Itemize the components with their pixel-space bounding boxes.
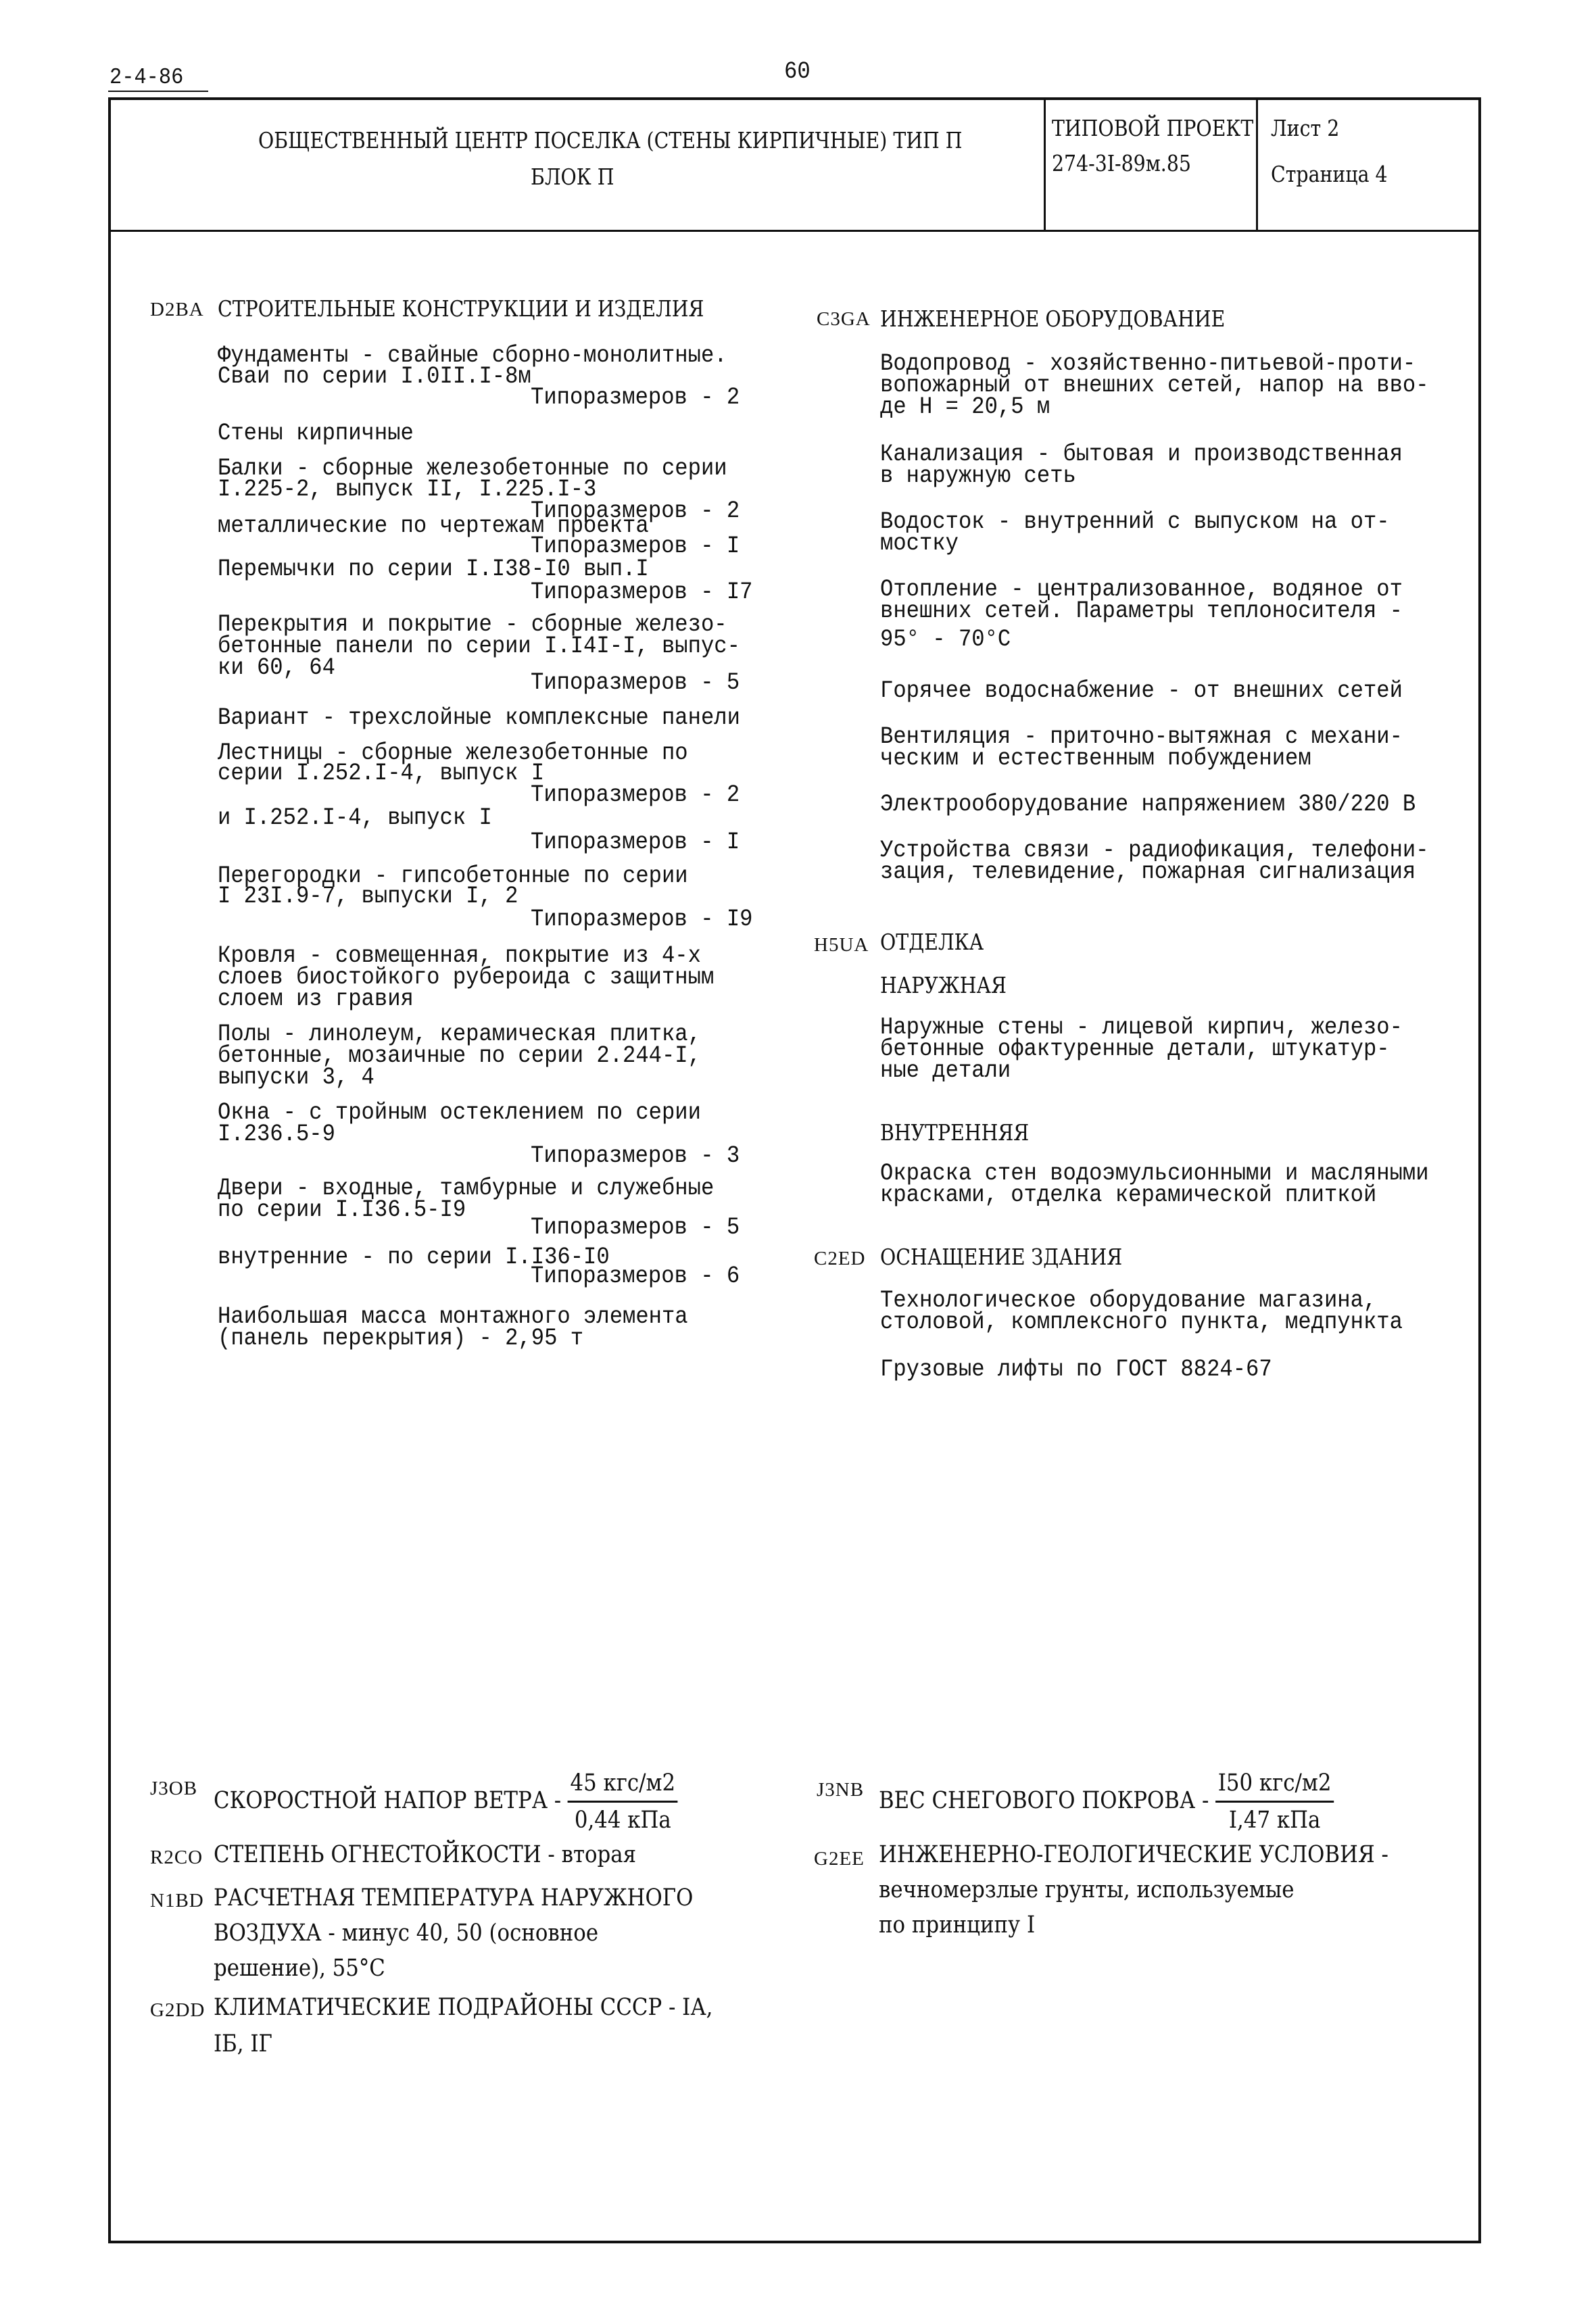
text-line: Водосток - внутренний с выпуском на от- [880, 508, 1390, 535]
text-line: красками, отделка керамической плиткой [880, 1181, 1377, 1209]
fire-value: вторая [561, 1841, 637, 1868]
text-line: I.236.5-9 [218, 1121, 335, 1148]
section-code: H5UA [814, 934, 869, 956]
text-line: 95° - 70°С [880, 626, 1011, 653]
text-line: Грузовые лифты по ГОСТ 8824-67 [880, 1356, 1272, 1383]
text-line: (панель перекрытия) - 2,95 т [218, 1325, 584, 1352]
text-line: вечномерзлые грунты, используемые [879, 1876, 1295, 1903]
text-line: мостку [880, 530, 959, 557]
text-line: выпуски 3, 4 [218, 1064, 374, 1091]
text-line: ИНЖЕНЕРНО-ГЕОЛОГИЧЕСКИЕ УСЛОВИЯ - [879, 1841, 1388, 1868]
text-line: Устройства связи - радиофикация, телефони- [880, 837, 1429, 864]
text-line: де Н = 20,5 м [880, 393, 1050, 420]
text-line: Типоразмеров - 5 [531, 1214, 740, 1241]
param-code: G2DD [150, 1999, 205, 2021]
text-line: Двери - входные, тамбурные и служебные [218, 1175, 715, 1202]
text-line: бетонные, мозаичные по серии 2.244-I, [218, 1042, 701, 1069]
text-line: Наружные стены - лицевой кирпич, железо- [880, 1014, 1403, 1041]
text-line: металлические по чертежам проекта [218, 512, 649, 539]
header-divider-2 [1256, 97, 1258, 231]
text-line: Горячее водоснабжение - от внешних сетей [880, 677, 1403, 704]
text-line: по серии I.I36.5-I9 [218, 1196, 466, 1223]
fire-label: СТЕПЕНЬ ОГНЕСТОЙКОСТИ - [214, 1841, 555, 1868]
page-number: 60 [784, 58, 811, 85]
text-line: I.225-2, выпуск II, I.225.I-3 [218, 476, 597, 503]
wind-denominator: 0,44 кПа [574, 1807, 671, 1834]
text-line: бетонные офактуренные детали, штукатур- [880, 1035, 1390, 1063]
text-line: Типоразмеров - 2 [531, 497, 740, 525]
project-number: 274-3I-89м.85 [1052, 150, 1191, 176]
sheet-code: 2-4-86 [110, 65, 184, 90]
text-line: ВОЗДУХА - минус 40, 50 (основное [214, 1920, 599, 1947]
text-line: решение), 55°С [214, 1955, 385, 1982]
text-line: Лестницы - сборные железобетонные по [218, 739, 688, 766]
fire-resistance [214, 1837, 636, 1872]
param-code: R2CO [150, 1847, 203, 1868]
text-line: Типоразмеров - 6 [531, 1263, 740, 1290]
text-line: слоем из гравия [218, 985, 414, 1013]
text-line: Окраска стен водоэмульсионными и масляными [880, 1160, 1429, 1187]
text-line: Окна - с тройным остеклением по серии [218, 1099, 701, 1126]
section-heading: СТРОИТЕЛЬНЫЕ КОНСТРУКЦИИ И ИЗДЕЛИЯ [218, 295, 704, 322]
text-line: Балки - сборные железобетонные по серии [218, 455, 727, 482]
param-code: J3NB [817, 1779, 865, 1801]
subsection-heading: ВНУТРЕННЯЯ [880, 1119, 1030, 1146]
text-line: Типоразмеров - 2 [531, 781, 740, 808]
text-line: вопожарный от внешних сетей, напор на вво- [880, 372, 1429, 399]
text-line: зация, телевидение, пожарная сигнализация [880, 858, 1416, 885]
header-bottom-rule [108, 230, 1481, 232]
section-code: C3GA [817, 308, 871, 330]
header-divider-1 [1044, 97, 1046, 231]
snow-denominator: I,47 кПа [1228, 1807, 1321, 1834]
param-code: N1BD [150, 1890, 204, 1911]
param-code: J3OB [150, 1778, 198, 1799]
text-line: Наибольшая масса монтажного элемента [218, 1303, 688, 1330]
text-line: Типоразмеров - I [531, 533, 740, 560]
section-code: C2ED [814, 1248, 866, 1269]
text-line: Отопление - централизованное, водяное от [880, 576, 1403, 603]
wind-fraction [568, 1765, 678, 1838]
text-line: Стены кирпичные [218, 420, 414, 447]
section-heading: ОТДЕЛКА [880, 929, 984, 955]
text-line: Технологическое оборудование магазина, [880, 1287, 1377, 1314]
page-label: Страница 4 [1271, 161, 1388, 187]
subsection-heading: НАРУЖНАЯ [880, 972, 1007, 998]
text-line: I 23I.9-7, выпуски I, 2 [218, 883, 518, 910]
text-line: Типоразмеров - I [531, 829, 740, 856]
section-code: D2BA [150, 299, 204, 320]
snow-numerator: I50 кгс/м2 [1215, 1765, 1334, 1803]
section-heading: ИНЖЕНЕРНОЕ ОБОРУДОВАНИЕ [880, 306, 1226, 332]
text-line: РАСЧЕТНАЯ ТЕМПЕРАТУРА НАРУЖНОГО [214, 1884, 694, 1911]
text-line: Типоразмеров - 2 [531, 384, 740, 411]
text-line: столовой, комплексного пункта, медпункта [880, 1309, 1403, 1336]
text-line: Вариант - трехслойные комплексные панели [218, 704, 740, 731]
text-line: ческим и естественным побуждением [880, 745, 1311, 772]
text-line: слоев биостойкого рубероида с защитным [218, 964, 715, 991]
text-line: серии I.252.I-4, выпуск I [218, 760, 545, 787]
text-line: Водопровод - хозяйственно-питьевой-проти- [880, 350, 1416, 377]
text-line: Фундаменты - свайные сборно-монолитные. [218, 342, 727, 369]
text-line: по принципу I [879, 1911, 1036, 1939]
header-title-line1: ОБЩЕСТВЕННЫЙ ЦЕНТР ПОСЕЛКА (СТЕНЫ КИРПИЧНЫЕ) ТИП П [258, 127, 963, 153]
text-line: Типоразмеров - I7 [531, 579, 753, 606]
wind-pressure [214, 1765, 678, 1838]
text-line: IБ, IГ [214, 2030, 272, 2057]
text-line: ные детали [880, 1057, 1011, 1084]
text-line: внешних сетей. Параметры теплоносителя - [880, 598, 1403, 625]
header-title-line2: БЛОК П [531, 164, 614, 190]
text-line: внутренние - по серии I.I36-I0 [218, 1244, 610, 1271]
text-line: Электрооборудование напряжением 380/220 В [880, 791, 1416, 818]
text-line: в наружную сеть [880, 462, 1076, 489]
text-line: Сваи по серии I.0II.I-8м [218, 363, 531, 390]
snow-fraction [1215, 1765, 1334, 1838]
text-line: Типоразмеров - I9 [531, 906, 753, 933]
text-line: Полы - линолеум, керамическая плитка, [218, 1021, 701, 1048]
text-line: бетонные панели по серии I.I4I-I, выпус- [218, 633, 740, 660]
param-code: G2EE [814, 1848, 865, 1870]
text-line: ки 60, 64 [218, 654, 335, 681]
text-line: Типоразмеров - 3 [531, 1142, 740, 1169]
wind-numerator: 45 кгс/м2 [568, 1765, 678, 1803]
wind-label: СКОРОСТНОЙ НАПОР ВЕТРА - [214, 1787, 562, 1814]
snow-label: ВЕС СНЕГОВОГО ПОКРОВА - [879, 1787, 1209, 1814]
sheet-code-underline [108, 91, 208, 92]
snow-load [879, 1765, 1334, 1838]
text-line: Типоразмеров - 5 [531, 669, 740, 696]
text-line: Вентиляция - приточно-вытяжная с механи- [880, 723, 1403, 750]
text-line: и I.252.I-4, выпуск I [218, 804, 492, 831]
project-label: ТИПОВОЙ ПРОЕКТ [1052, 115, 1254, 141]
section-heading: ОСНАЩЕНИЕ ЗДАНИЯ [880, 1244, 1123, 1270]
text-line: Перекрытия и покрытие - сборные железо- [218, 611, 727, 638]
sheet-label: Лист 2 [1271, 115, 1340, 141]
text-line: Канализация - бытовая и производственная [880, 441, 1403, 468]
text-line: Кровля - совмещенная, покрытие из 4-х [218, 942, 701, 969]
text-line: Перегородки - гипсобетонные по серии [218, 862, 688, 890]
text-line: КЛИМАТИЧЕСКИЕ ПОДРАЙОНЫ СССР - IА, [214, 1994, 713, 2021]
text-line: Перемычки по серии I.I38-I0 вып.I [218, 556, 649, 583]
